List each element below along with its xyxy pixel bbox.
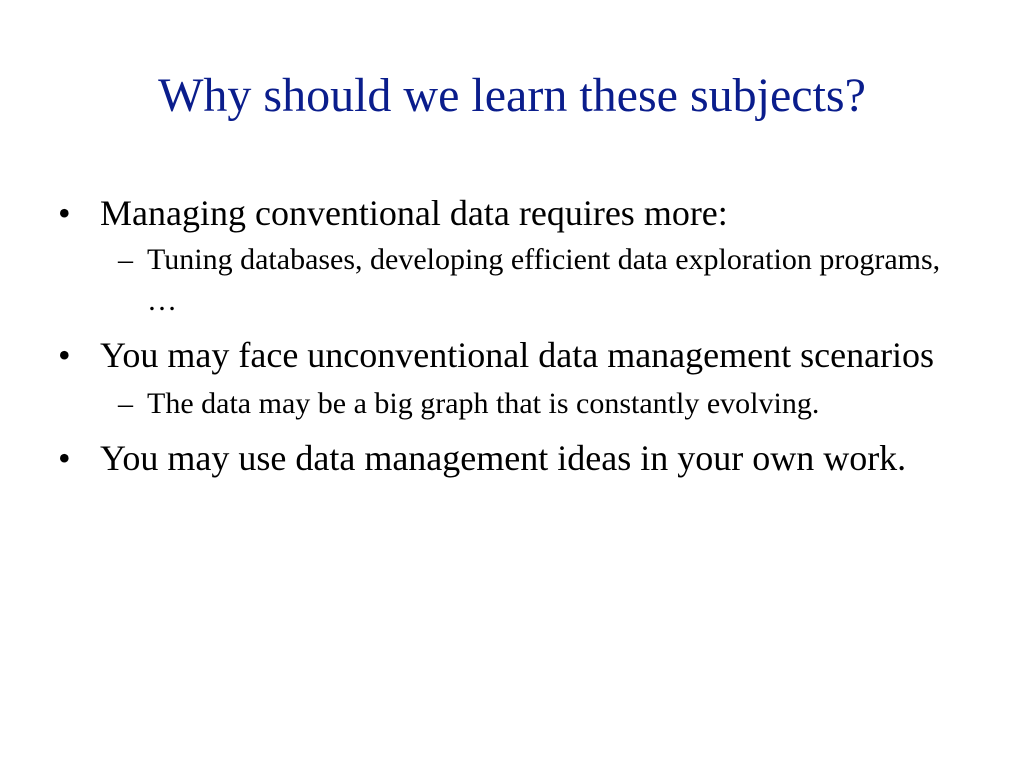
bullet-text: Managing conventional data requires more:	[100, 193, 728, 233]
bullet-marker: •	[58, 438, 71, 478]
sub-bullet-item	[58, 383, 958, 424]
sub-bullet-text: The data may be a big graph that is constantly evolving.	[147, 387, 820, 420]
sub-bullet-item	[58, 239, 958, 321]
bullet-text: You may use data management ideas in your own work.	[100, 438, 907, 478]
slide-title: Why should we learn these subjects?	[158, 69, 866, 122]
bullet-list	[58, 190, 958, 482]
bullet-item	[58, 435, 958, 482]
bullet-item	[58, 190, 958, 237]
sub-bullet-text: Tuning databases, developing efficient data exploration programs, …	[147, 243, 941, 317]
bullet-text: You may face unconventional data management scenarios	[100, 335, 935, 375]
bullet-marker: •	[58, 335, 71, 375]
sub-bullet-marker: –	[118, 387, 133, 420]
bullet-marker: •	[58, 193, 71, 233]
bullet-item	[58, 332, 958, 379]
sub-bullet-marker: –	[118, 243, 133, 276]
